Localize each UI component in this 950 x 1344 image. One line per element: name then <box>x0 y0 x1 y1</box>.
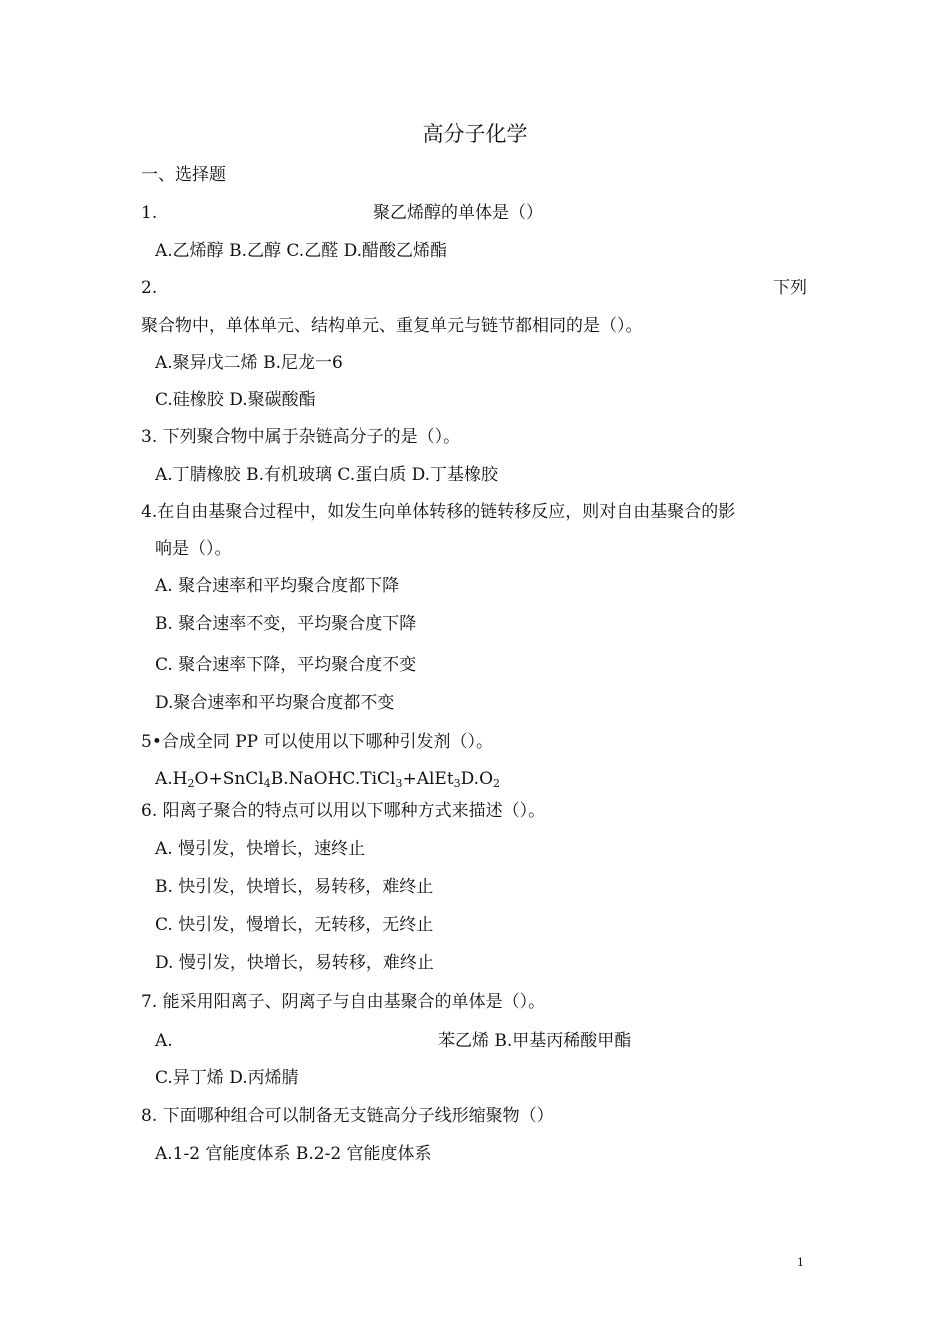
q1-text: 聚乙烯醇的单体是（） <box>373 203 543 223</box>
q4-option-b: B. 聚合速率不变，平均聚合度下降 <box>155 614 417 634</box>
q4-option-c: C. 聚合速率下降，平均聚合度不变 <box>155 655 417 675</box>
q5-text: 5•合成全同 PP 可以使用以下哪种引发剂（）。 <box>141 732 494 752</box>
q4-option-a: A. 聚合速率和平均聚合度都下降 <box>155 576 400 596</box>
q5-options <box>155 767 500 791</box>
q3-text: 3. 下列聚合物中属于杂链高分子的是（）。 <box>141 427 461 447</box>
q5-sub2: 4 <box>263 777 271 790</box>
q6-option-a: A. 慢引发，快增长，速终止 <box>155 839 366 859</box>
q5-sub5: 2 <box>493 777 501 790</box>
q6-option-c: C. 快引发，慢增长，无转移，无终止 <box>155 915 434 935</box>
q5-opt-part5: D.O <box>460 769 494 789</box>
q5-sub3: 3 <box>395 777 403 790</box>
q7-option-a-rest: 苯乙烯 B.甲基丙稀酸甲酯 <box>438 1031 632 1051</box>
q6-option-d: D. 慢引发，快增长，易转移，难终止 <box>155 953 434 973</box>
q1-options: A.乙烯醇 B.乙醇 C.乙醛 D.醋酸乙烯酯 <box>155 241 448 261</box>
q1-number: 1. <box>141 203 158 223</box>
q5-opt-part2: O+SnCl <box>194 769 264 789</box>
q2-tail: 下列 <box>773 278 807 298</box>
section-heading: 一、选择题 <box>141 165 226 185</box>
q6-text: 6. 阳离子聚合的特点可以用以下哪种方式来描述（）。 <box>141 801 546 821</box>
q2-options-ab: A.聚异戊二烯 B.尼龙一6 <box>155 353 343 373</box>
q2-options-cd: C.硅橡胶 D.聚碳酸酯 <box>155 390 316 410</box>
q7-option-a-label: A. <box>155 1031 173 1051</box>
q5-sub1: 2 <box>187 777 195 790</box>
q4-text-line2: 响是（）。 <box>155 539 232 559</box>
q5-opt-part1: A.H <box>155 769 188 789</box>
q8-options: A.1-2 官能度体系 B.2-2 官能度体系 <box>155 1144 432 1164</box>
q7-options-cd: C.异丁烯 D.丙烯腈 <box>155 1068 299 1088</box>
q5-opt-part4: +AlEt <box>402 769 454 789</box>
q8-text: 8. 下面哪种组合可以制备无支链高分子线形缩聚物（） <box>141 1106 554 1126</box>
q5-opt-part3: B.NaOHC.TiCl <box>270 769 396 789</box>
q2-number: 2. <box>141 278 158 298</box>
q6-option-b: B. 快引发，快增长，易转移，难终止 <box>155 877 434 897</box>
q2-text: 聚合物中，单体单元、结构单元、重复单元与链节都相同的是（）。 <box>141 316 643 336</box>
q3-options: A.丁腈橡胶 B.有机玻璃 C.蛋白质 D.丁基橡胶 <box>155 465 499 485</box>
q4-text-line1: 4.在自由基聚合过程中，如发生向单体转移的链转移反应，则对自由基聚合的影 <box>141 502 736 522</box>
page-title: 高分子化学 <box>422 122 528 146</box>
page-number: 1 <box>797 1256 804 1269</box>
q4-option-d: D.聚合速率和平均聚合度都不变 <box>155 693 395 713</box>
q5-sub4: 3 <box>453 777 461 790</box>
q7-text: 7. 能采用阳离子、阴离子与自由基聚合的单体是（）。 <box>141 992 546 1012</box>
